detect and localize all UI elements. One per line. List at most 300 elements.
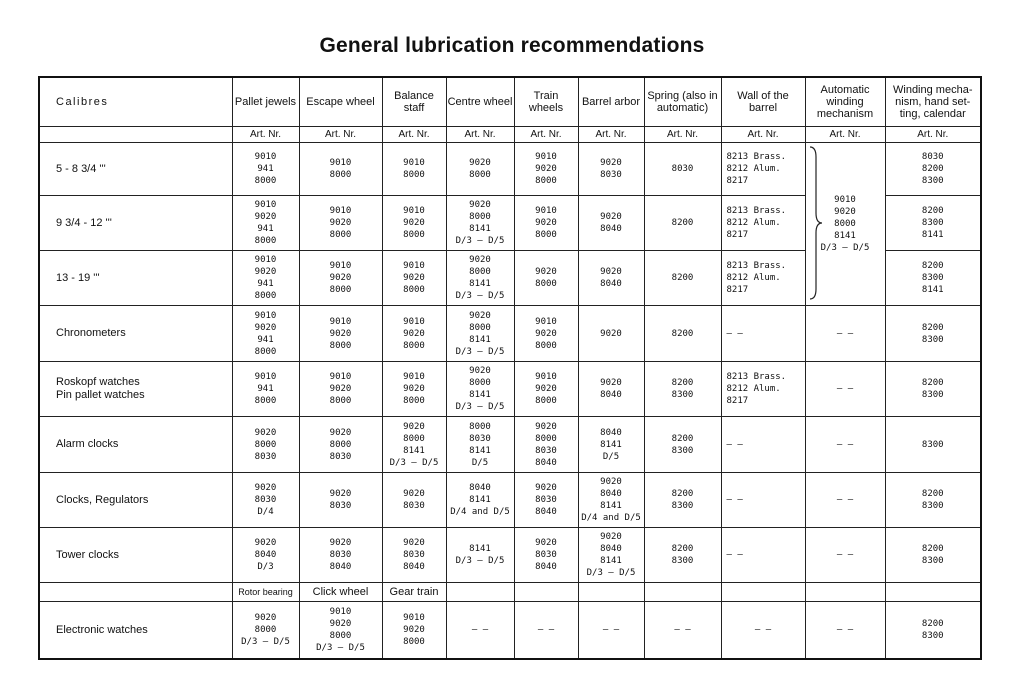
cell-value: 8300 — [921, 501, 944, 511]
automatic-winding-merged-cell — [805, 143, 885, 306]
header-pallet-jewels: Pallet jewels — [232, 77, 299, 127]
subheader-empty — [578, 583, 644, 602]
cell-value: 8000 — [535, 340, 557, 351]
cell-value: 941 — [257, 334, 274, 345]
cell-value: 9010 — [329, 607, 352, 617]
row-label — [39, 196, 232, 251]
table-cell — [299, 528, 382, 583]
row-label — [39, 251, 232, 306]
table-cell — [232, 251, 299, 306]
cell-value: — — — [836, 550, 854, 560]
table-cell — [446, 362, 514, 417]
cell-value: 9010 — [403, 261, 425, 271]
cell-value: D/3 — D/5 — [389, 457, 439, 468]
table-cell — [514, 143, 578, 196]
row-label — [39, 306, 232, 362]
cell-value: 9020 — [254, 483, 277, 493]
cell-value: 9010 — [329, 316, 352, 327]
cell-value: 9020 — [535, 538, 557, 548]
row-label-text: 9 3/4 - 12 ''' — [56, 216, 112, 229]
cell-value: 8300 — [921, 439, 944, 450]
cell-value: 9020 — [535, 218, 557, 228]
table-cell — [232, 196, 299, 251]
table-cell — [382, 143, 446, 196]
art-nr-empty — [39, 127, 232, 143]
cell-value: 9020 — [403, 538, 425, 548]
cell-value: 8213 Brass. — [726, 152, 787, 162]
row-label — [39, 473, 232, 528]
cell-value: 9020 — [535, 328, 557, 339]
cell-value: 8040 — [535, 562, 557, 572]
cell-value: 9020 — [254, 613, 277, 623]
table-cell — [644, 602, 721, 660]
cell-value: 8141 — [921, 230, 944, 240]
cell-value: 8200 — [921, 322, 944, 333]
cell-value: 8000 — [403, 285, 425, 295]
cell-value: D/3 — D/5 — [455, 236, 505, 246]
table-cell — [644, 306, 721, 362]
subheader-empty — [514, 583, 578, 602]
cell-value: 9020 — [535, 421, 557, 432]
cell-value: 9010 — [254, 372, 277, 382]
cell-value: 8000 — [254, 291, 277, 301]
cell-value: 9020 — [600, 328, 622, 339]
subheader-empty — [39, 583, 232, 602]
table-row-electronic-watches — [39, 602, 981, 660]
table-cell — [232, 306, 299, 362]
cell-value: 9020 — [469, 310, 491, 321]
lubrication-table — [38, 76, 982, 660]
cell-value: 8141 — [469, 390, 491, 400]
cell-value: 9020 — [834, 207, 856, 217]
cell-value: 9020 — [254, 212, 277, 222]
cell-value: 8030 — [671, 164, 694, 174]
cell-value: 9010 — [403, 158, 425, 168]
table-cell — [644, 143, 721, 196]
table-cell — [721, 306, 805, 362]
subheader-empty — [644, 583, 721, 602]
table-cell — [885, 196, 981, 251]
cell-value: 8141 — [469, 495, 491, 505]
table-cell — [446, 196, 514, 251]
header-calibres: Calibres — [39, 77, 232, 127]
table-cell — [299, 251, 382, 306]
table-cell — [885, 362, 981, 417]
cell-value: 8000 — [403, 637, 425, 647]
art-nr-row — [39, 127, 981, 143]
cell-value: 8300 — [921, 631, 944, 641]
table-row — [39, 362, 981, 417]
cell-value: D/3 — D/5 — [820, 243, 870, 253]
table-cell — [514, 528, 578, 583]
cell-value: 8200 — [921, 544, 944, 554]
cell-value: 8300 — [671, 390, 694, 400]
cell-value: — — — [674, 625, 691, 635]
cell-value: 941 — [257, 384, 274, 394]
cell-value: 9020 — [254, 322, 277, 333]
cell-value: 8030 — [254, 451, 277, 462]
cell-value: 8040 — [600, 544, 622, 554]
cell-value: 9020 — [469, 255, 491, 265]
row-label-text: 5 - 8 3/4 ''' — [56, 162, 106, 175]
cell-value: — — — [602, 625, 620, 635]
cell-value: 9010 — [329, 372, 352, 382]
cell-value: 8213 Brass. — [726, 206, 787, 216]
cell-value: 8040 — [600, 427, 622, 438]
table-cell — [885, 528, 981, 583]
cell-value: 8030 — [329, 550, 352, 560]
cell-value: 8300 — [671, 501, 694, 511]
table-cell — [721, 417, 805, 473]
cell-value: 8212 Alum. — [726, 273, 781, 283]
subheader-empty — [805, 583, 885, 602]
table-cell — [299, 196, 382, 251]
table-cell — [805, 417, 885, 473]
cell-value: 9020 — [254, 538, 277, 548]
cell-value: 941 — [257, 224, 274, 234]
table-cell — [578, 362, 644, 417]
cell-value: 8040 — [469, 483, 491, 493]
cell-value: 9020 — [329, 489, 352, 499]
table-cell — [514, 417, 578, 473]
cell-value: 8000 — [535, 396, 557, 406]
cell-value: 9020 — [600, 158, 622, 168]
cell-value: 8217 — [726, 176, 749, 186]
cell-value: 8000 — [254, 625, 277, 635]
cell-value: 8300 — [921, 176, 944, 186]
cell-value: — — — [726, 328, 743, 339]
table-cell — [514, 251, 578, 306]
table-cell — [232, 362, 299, 417]
cell-value: 8217 — [726, 230, 749, 240]
row-label-text: Electronic watches — [56, 623, 148, 636]
table-cell — [446, 528, 514, 583]
cell-value: 8200 — [671, 218, 694, 228]
table-cell — [382, 528, 446, 583]
cell-value: 8030 — [403, 550, 425, 560]
header-train-wheels: Train wheels — [514, 77, 578, 127]
table-cell — [885, 602, 981, 660]
cell-value: 8040 — [600, 489, 622, 499]
art-nr-label: Art. Nr. — [644, 127, 721, 143]
row-label-text: 13 - 19 ''' — [56, 271, 100, 284]
cell-value: 9010 — [535, 206, 557, 216]
table-cell — [578, 143, 644, 196]
table-cell — [382, 473, 446, 528]
table-cell — [721, 362, 805, 417]
table-cell — [232, 473, 299, 528]
cell-value: 9020 — [403, 625, 425, 635]
row-label-text: Tower clocks — [56, 548, 119, 561]
table-cell — [382, 602, 446, 660]
cell-value: 8040 — [254, 550, 277, 560]
cell-value: 8000 — [254, 396, 277, 406]
cell-value: 9020 — [535, 483, 557, 493]
table-cell — [446, 143, 514, 196]
table-cell — [805, 306, 885, 362]
row-label — [39, 417, 232, 473]
cell-value: 8200 — [671, 433, 694, 444]
cell-value: 8141 — [403, 445, 425, 456]
cell-value: 9020 — [254, 427, 277, 438]
table-cell — [721, 143, 805, 196]
cell-value: 8000 — [403, 396, 425, 406]
cell-value: 8000 — [403, 340, 425, 351]
cell-value: D/4 — [257, 507, 274, 517]
cell-value: 8141 — [600, 439, 622, 450]
cell-value: 8200 — [671, 544, 694, 554]
table-cell — [644, 417, 721, 473]
cell-value: 9010 — [254, 310, 277, 321]
header-automatic-winding: Automatic winding mechanism — [805, 77, 885, 127]
cell-value: 9020 — [469, 366, 491, 376]
cell-value: 9020 — [329, 538, 352, 548]
electronic-subheader-row — [39, 583, 981, 602]
cell-value: 9020 — [403, 328, 425, 339]
cell-value: 8040 — [535, 457, 557, 468]
table-cell — [232, 602, 299, 660]
cell-value: 8141 — [921, 285, 944, 295]
table-cell — [299, 143, 382, 196]
cell-value: 8141 — [600, 501, 622, 511]
cell-value: 8040 — [329, 562, 352, 572]
table-cell — [446, 306, 514, 362]
row-label-text: Chronometers — [56, 327, 126, 339]
cell-value: 8000 — [329, 340, 352, 351]
cell-value: 8141 — [469, 544, 491, 554]
row-label-text: Pin pallet watches — [56, 389, 145, 401]
cell-value: — — — [836, 625, 854, 635]
cell-value: 8200 — [671, 328, 694, 339]
cell-value: 8000 — [329, 230, 352, 240]
cell-value: 9020 — [600, 212, 622, 222]
cell-value: 8212 Alum. — [726, 218, 781, 228]
cell-value: D/4 and D/5 — [581, 513, 641, 523]
cell-value: 8040 — [600, 390, 622, 400]
table-cell — [232, 143, 299, 196]
cell-value: 8000 — [254, 346, 277, 357]
cell-value: 8141 — [834, 231, 856, 241]
subheader-empty — [721, 583, 805, 602]
table-cell — [299, 306, 382, 362]
table-cell — [885, 143, 981, 196]
cell-value: 8300 — [921, 334, 944, 345]
cell-value: 8000 — [535, 176, 557, 186]
table-cell — [299, 602, 382, 660]
table-cell — [721, 528, 805, 583]
row-label — [39, 602, 232, 660]
cell-value: 8200 — [921, 378, 944, 388]
cell-value: — — — [836, 495, 854, 505]
cell-value: 8217 — [726, 396, 749, 406]
table-cell — [644, 528, 721, 583]
cell-value: 8300 — [671, 445, 694, 456]
cell-value: D/5 — [471, 457, 489, 468]
table-cell — [578, 473, 644, 528]
art-nr-label: Art. Nr. — [805, 127, 885, 143]
cell-value: — — — [537, 625, 555, 635]
cell-value: 8141 — [469, 224, 491, 234]
cell-value: 8030 — [921, 152, 944, 162]
art-nr-label: Art. Nr. — [232, 127, 299, 143]
table-row — [39, 143, 981, 196]
cell-value: 9010 — [329, 261, 352, 271]
table-cell — [578, 306, 644, 362]
cell-value: D/3 — [257, 562, 274, 572]
row-label — [39, 143, 232, 196]
cell-value: 8000 — [469, 421, 491, 432]
cell-value: 8030 — [254, 495, 277, 505]
row-label-text: Roskopf watches — [56, 376, 140, 388]
art-nr-label: Art. Nr. — [578, 127, 644, 143]
cell-value: D/3 — D/5 — [455, 346, 505, 357]
cell-value: — — — [471, 625, 489, 635]
cell-value: 8030 — [329, 501, 352, 511]
cell-value: 8040 — [600, 224, 622, 234]
cell-value: — — — [836, 384, 854, 394]
subheader-empty — [885, 583, 981, 602]
cell-value: 8030 — [535, 495, 557, 505]
cell-value: 8000 — [469, 267, 491, 277]
table-cell — [805, 602, 885, 660]
row-label — [39, 528, 232, 583]
cell-value: 9020 — [403, 384, 425, 394]
table-cell — [514, 362, 578, 417]
cell-value: 8200 — [921, 261, 944, 271]
cell-value: — — — [726, 495, 743, 505]
table-cell — [578, 528, 644, 583]
cell-value: 9020 — [403, 273, 425, 283]
table-cell — [446, 417, 514, 473]
cell-value: D/3 — D/5 — [586, 568, 636, 578]
cell-value: 9010 — [535, 316, 557, 327]
brace-path — [810, 147, 822, 299]
cell-value: 9020 — [600, 532, 622, 542]
table-cell — [299, 473, 382, 528]
cell-value: 9010 — [254, 200, 277, 210]
table-cell — [805, 528, 885, 583]
table-cell — [644, 251, 721, 306]
cell-value: 9020 — [403, 218, 425, 228]
cell-value: — — — [726, 550, 743, 560]
cell-value: 8000 — [535, 433, 557, 444]
cell-value: 8040 — [535, 507, 557, 517]
table-cell — [805, 473, 885, 528]
header-balance-staff: Balance staff — [382, 77, 446, 127]
cell-value: — — — [726, 439, 743, 450]
cell-value: 8200 — [921, 164, 944, 174]
table-row — [39, 528, 981, 583]
cell-value: 9020 — [329, 427, 352, 438]
cell-value: 8212 Alum. — [726, 384, 781, 394]
cell-value: 8000 — [535, 279, 557, 289]
cell-value: 9010 — [329, 158, 352, 168]
table-cell — [721, 196, 805, 251]
cell-value: — — — [836, 439, 854, 450]
table-cell — [578, 196, 644, 251]
cell-value: 9010 — [403, 613, 425, 623]
cell-value: 8000 — [329, 396, 352, 406]
cell-value: 9010 — [834, 195, 856, 205]
cell-value: D/4 and D/5 — [450, 507, 510, 517]
cell-value: 8040 — [403, 562, 425, 572]
table-cell — [721, 251, 805, 306]
table-cell — [446, 602, 514, 660]
art-nr-label: Art. Nr. — [514, 127, 578, 143]
cell-value: D/5 — [602, 451, 620, 462]
art-nr-label: Art. Nr. — [721, 127, 805, 143]
row-label — [39, 362, 232, 417]
table-cell — [644, 362, 721, 417]
cell-value: D/3 — D/5 — [455, 291, 505, 301]
table-cell — [382, 306, 446, 362]
cell-value: 8030 — [535, 445, 557, 456]
cell-value: 8000 — [403, 433, 425, 444]
cell-value: 8141 — [469, 334, 491, 345]
cell-value: 9020 — [600, 477, 622, 487]
table-cell — [721, 473, 805, 528]
cell-value: 9020 — [403, 489, 425, 499]
art-nr-label: Art. Nr. — [299, 127, 382, 143]
cell-value: 8200 — [671, 489, 694, 499]
cell-value: 8040 — [600, 279, 622, 289]
row-label-text: Alarm clocks — [56, 438, 119, 450]
table-cell — [382, 417, 446, 473]
table-cell — [514, 473, 578, 528]
table-cell — [446, 473, 514, 528]
subheader-click-wheel: Click wheel — [299, 583, 382, 602]
cell-value: 9010 — [329, 206, 352, 216]
table-cell — [232, 417, 299, 473]
table-cell — [514, 196, 578, 251]
table-cell — [232, 528, 299, 583]
cell-value: 8000 — [834, 219, 856, 229]
header-winding-mechanism: Winding mecha-nism, hand set-ting, calendar — [885, 77, 981, 127]
cell-value: 8141 — [469, 445, 491, 456]
cell-value: 8030 — [469, 433, 491, 444]
cell-value: 8000 — [329, 170, 352, 180]
table-cell — [644, 196, 721, 251]
cell-value: 8030 — [403, 501, 425, 511]
cell-value: 9020 — [600, 378, 622, 388]
cell-value: 9020 — [329, 218, 352, 228]
cell-value: 8217 — [726, 285, 749, 295]
table-cell — [382, 196, 446, 251]
cell-value: 9020 — [329, 328, 352, 339]
cell-value: 9010 — [403, 206, 425, 216]
cell-value: 9020 — [329, 619, 352, 629]
header-escape-wheel: Escape wheel — [299, 77, 382, 127]
cell-value: 8300 — [921, 218, 944, 228]
cell-value: 9020 — [469, 200, 491, 210]
art-nr-label: Art. Nr. — [446, 127, 514, 143]
cell-value: 8212 Alum. — [726, 164, 781, 174]
cell-value: — — — [836, 328, 854, 339]
subheader-empty — [446, 583, 514, 602]
cell-value: 8000 — [469, 170, 491, 180]
cell-value: 9010 — [535, 372, 557, 382]
cell-value: 8300 — [671, 556, 694, 566]
cell-value: 9010 — [535, 152, 557, 162]
row-label-text: Clocks, Regulators — [56, 493, 149, 506]
cell-value: 9020 — [254, 267, 277, 277]
cell-value: 941 — [257, 279, 274, 289]
cell-value: 9010 — [403, 316, 425, 327]
cell-value: 8000 — [403, 170, 425, 180]
cell-value: 8000 — [403, 230, 425, 240]
table-cell — [885, 306, 981, 362]
cell-value: D/3 — D/5 — [455, 556, 505, 566]
